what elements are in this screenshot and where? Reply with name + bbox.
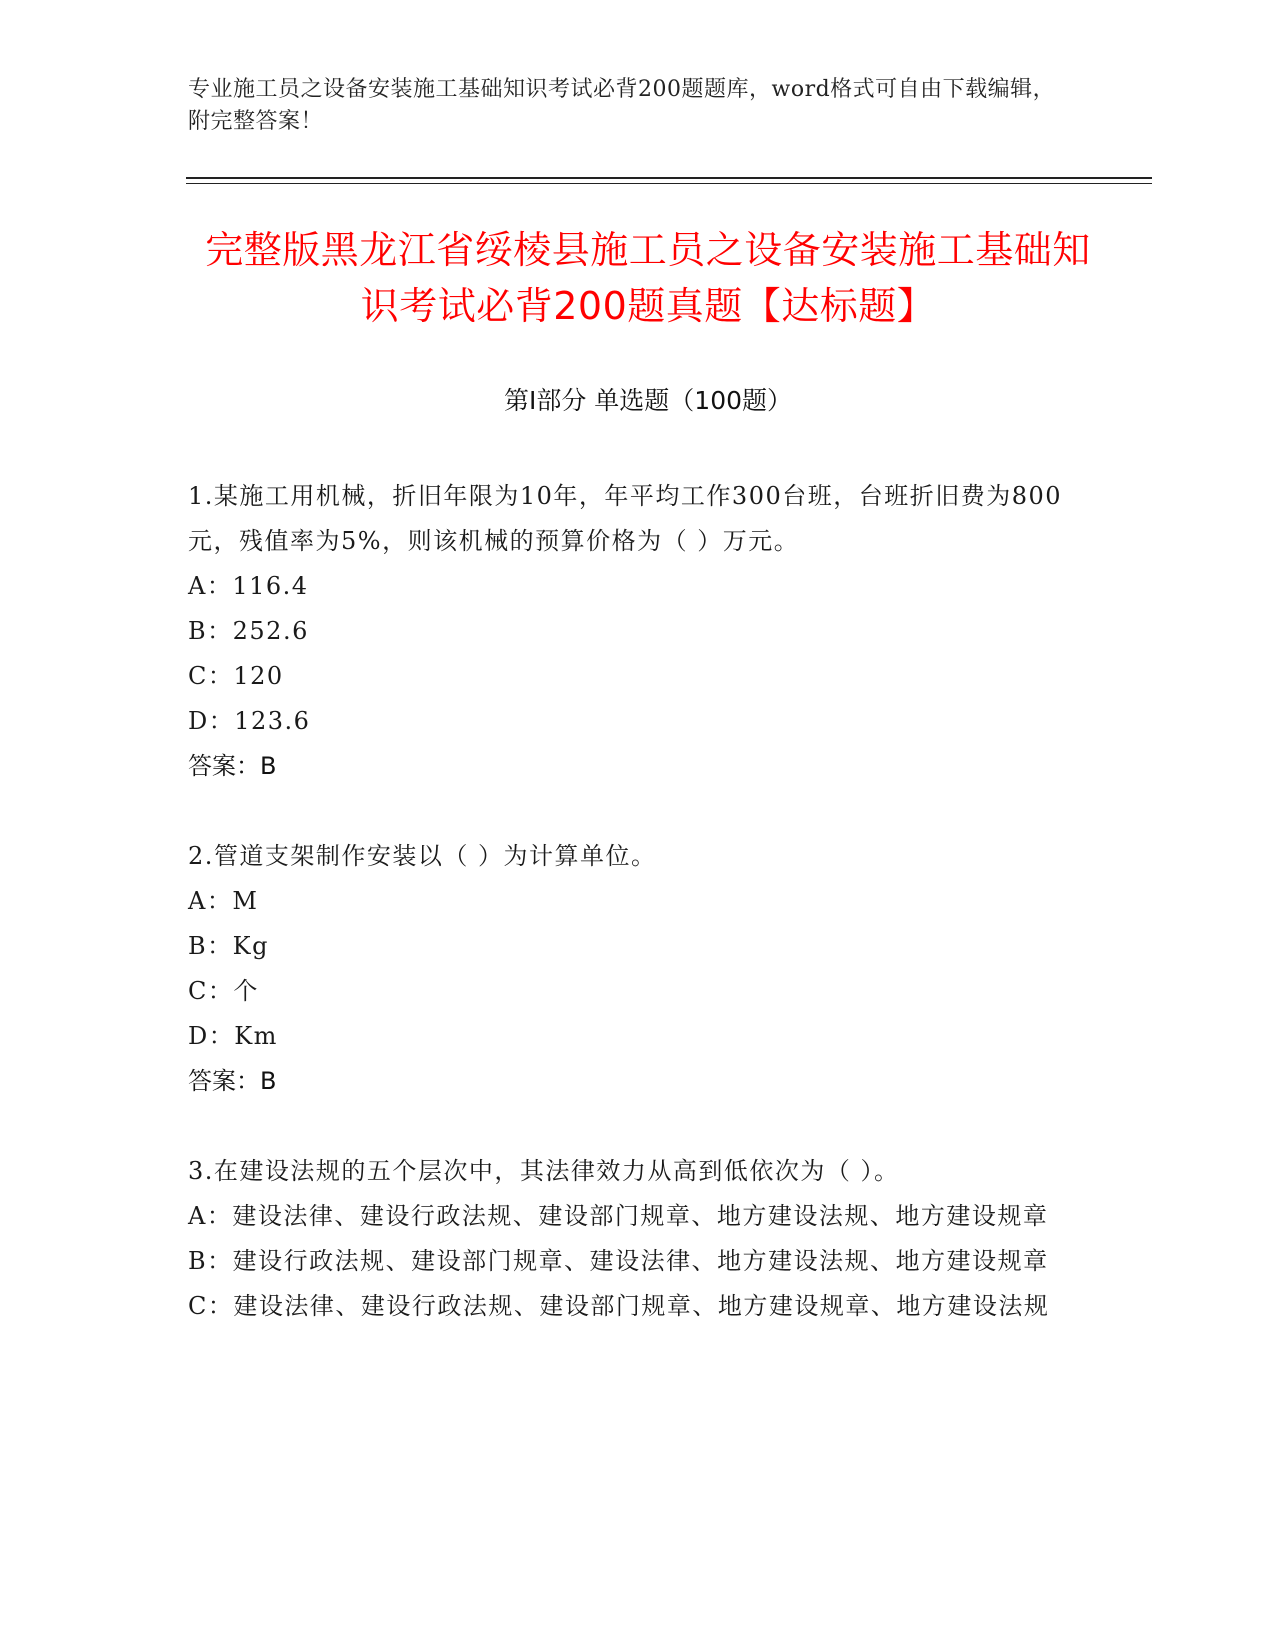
option-a: A：建设法律、建设行政法规、建设部门规章、地方建设法规、地方建设规章 [188, 1202, 1049, 1230]
answer-prefix: 答案： [188, 1067, 260, 1095]
option-a: A：116.4 [188, 572, 309, 600]
question-list [188, 474, 1088, 1374]
option-a: A：M [188, 887, 259, 915]
question-text: 2.管道支架制作安装以（ ）为计算单位。 [188, 842, 657, 870]
question-text: 1.某施工用机械，折旧年限为10年，年平均工作300台班，台班折旧费为800元，残值率为5%，则该机械的预算价格为（ ）万元。 [188, 482, 1063, 555]
question-2 [188, 834, 1088, 1104]
answer-prefix: 答案： [188, 752, 260, 780]
option-c: C：个 [188, 977, 259, 1005]
answer-value: B [260, 1067, 277, 1095]
question-1 [188, 474, 1088, 789]
section-title: 第Ⅰ部分 单选题（100题） [503, 386, 793, 415]
answer-line [188, 744, 1088, 789]
answer-line [188, 1059, 1088, 1104]
option-b: B：建设行政法规、建设部门规章、建设法律、地方建设法规、地方建设规章 [188, 1247, 1049, 1275]
option-d: D：123.6 [188, 707, 311, 735]
option-c: C：建设法律、建设行政法规、建设部门规章、地方建设规章、地方建设法规 [188, 1292, 1050, 1320]
option-d: D：Km [188, 1022, 278, 1050]
question-text: 3.在建设法规的五个层次中，其法律效力从高到低依次为（ ）。 [188, 1157, 900, 1185]
document-title: 完整版黑龙江省绥棱县施工员之设备安装施工基础知识考试必背200题真题【达标题】 [205, 228, 1091, 328]
header-rule-thick [186, 177, 1152, 179]
question-3 [188, 1149, 1088, 1329]
option-b: B：252.6 [188, 617, 309, 645]
header-note: 专业施工员之设备安装施工基础知识考试必背200题题库，word格式可自由下载编辑，附完整答案！ [188, 77, 1056, 134]
option-c: C：120 [188, 662, 284, 690]
header-rule-thin [186, 183, 1152, 184]
option-b: B：Kg [188, 932, 269, 960]
answer-value: B [260, 752, 277, 780]
